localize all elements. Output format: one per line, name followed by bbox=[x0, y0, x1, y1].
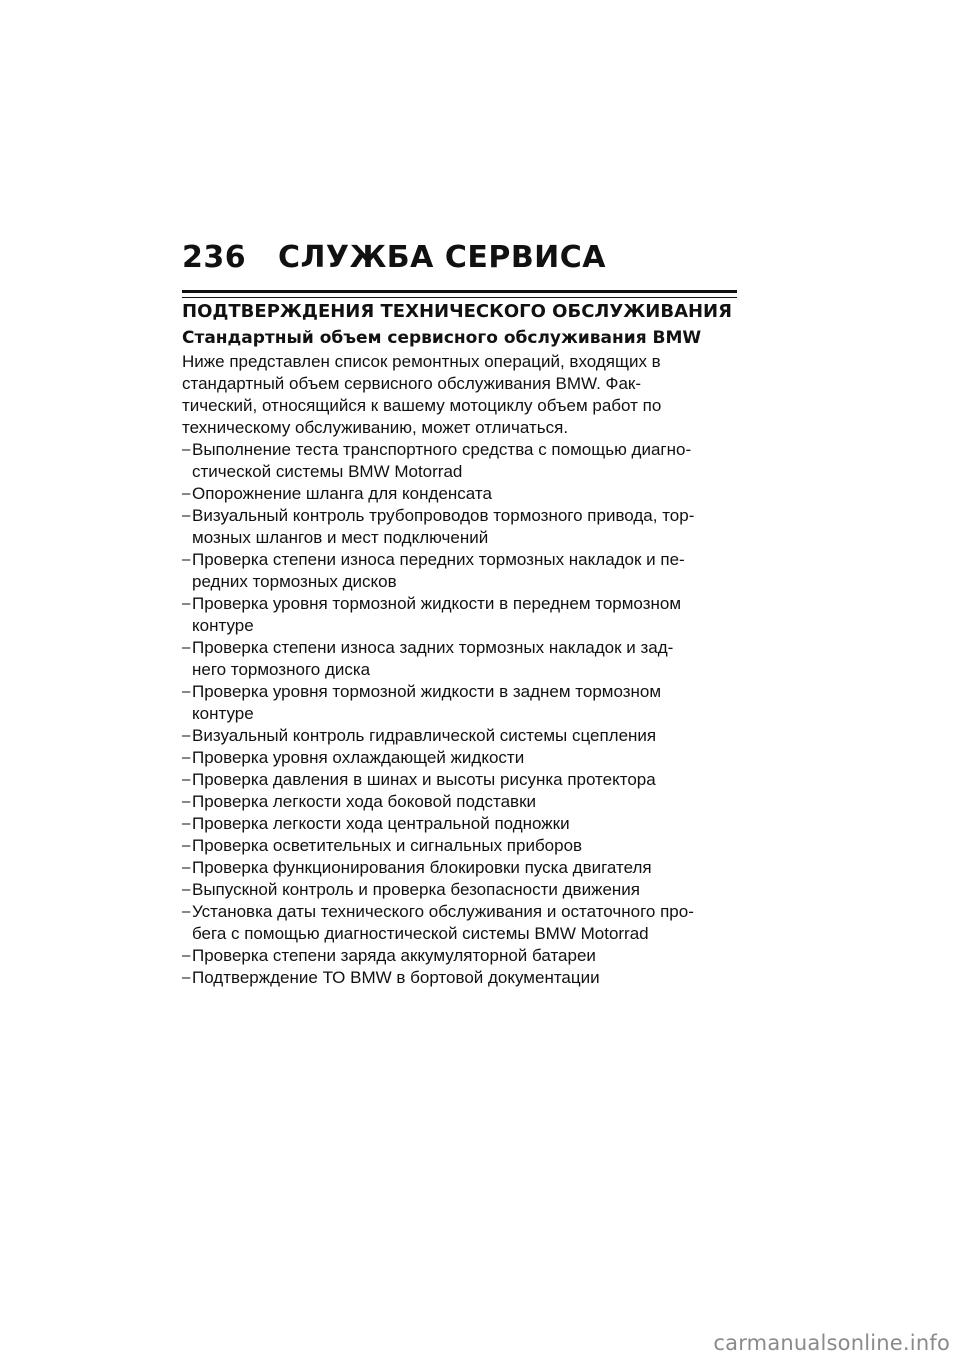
list-item-line: Выполнение теста транспортного средства с помощью диагно- bbox=[192, 440, 692, 459]
list-item-line: мозных шлангов и мест подключений bbox=[192, 528, 489, 547]
list-item bbox=[182, 967, 737, 989]
intro-paragraph bbox=[182, 351, 737, 439]
intro-line: техническому обслуживанию, может отличаться. bbox=[182, 418, 569, 437]
bullet-dash: – bbox=[182, 793, 191, 810]
list-item bbox=[182, 725, 737, 747]
list-item-line: Установка даты технического обслуживания и остаточного про- bbox=[192, 902, 694, 921]
bullet-dash: – bbox=[182, 903, 191, 920]
list-item bbox=[182, 483, 737, 505]
list-item bbox=[182, 549, 737, 593]
subsection-title: Стандартный объем сервисного обслуживания BMW bbox=[182, 328, 702, 348]
list-item bbox=[182, 769, 737, 791]
bullet-dash: – bbox=[182, 859, 191, 876]
list-item-line: стической системы BMW Motorrad bbox=[192, 462, 463, 481]
list-item bbox=[182, 857, 737, 879]
bullet-dash: – bbox=[182, 441, 191, 458]
page-content bbox=[182, 299, 737, 989]
page-header bbox=[182, 240, 737, 275]
list-item bbox=[182, 637, 737, 681]
bullet-dash: – bbox=[182, 639, 191, 656]
service-items-list bbox=[182, 439, 737, 989]
list-item-line: Проверка степени заряда аккумуляторной батареи bbox=[192, 946, 596, 965]
list-item-line: Проверка степени износа задних тормозных накладок и зад- bbox=[192, 638, 674, 657]
list-item bbox=[182, 901, 737, 945]
list-item-line: Визуальный контроль гидравлической системы сцепления bbox=[192, 726, 657, 745]
intro-line: тический, относящийся к вашему мотоциклу объем работ по bbox=[182, 396, 662, 415]
list-item bbox=[182, 813, 737, 835]
bullet-dash: – bbox=[182, 881, 191, 898]
list-item bbox=[182, 835, 737, 857]
list-item-line: Проверка уровня тормозной жидкости в заднем тормозном bbox=[192, 682, 662, 701]
list-item-line: Визуальный контроль трубопроводов тормозного привода, тор- bbox=[192, 506, 695, 525]
bullet-dash: – bbox=[182, 595, 191, 612]
chapter-title: СЛУЖБА СЕРВИСА bbox=[278, 240, 607, 275]
bullet-dash: – bbox=[182, 815, 191, 832]
list-item-line: Опорожнение шланга для конденсата bbox=[192, 484, 492, 503]
header-rule-thin bbox=[182, 297, 737, 298]
header-rule-thick bbox=[182, 290, 737, 293]
bullet-dash: – bbox=[182, 969, 191, 986]
list-item bbox=[182, 791, 737, 813]
list-item-line: Проверка легкости хода боковой подставки bbox=[192, 792, 537, 811]
list-item bbox=[182, 593, 737, 637]
list-item-line: бега с помощью диагностической системы BMW Motorrad bbox=[192, 924, 649, 943]
watermark-logo: carmanualsonline.info bbox=[713, 1331, 950, 1355]
list-item-line: редних тормозных дисков bbox=[192, 572, 397, 591]
list-item-line: Подтверждение ТО BMW в бортовой документации bbox=[192, 968, 600, 987]
intro-line: Ниже представлен список ремонтных операций, входящих в bbox=[182, 352, 661, 371]
intro-line: стандартный объем сервисного обслуживания BMW. Фак- bbox=[182, 374, 642, 393]
bullet-dash: – bbox=[182, 727, 191, 744]
bullet-dash: – bbox=[182, 551, 191, 568]
list-item bbox=[182, 879, 737, 901]
list-item bbox=[182, 747, 737, 769]
list-item bbox=[182, 505, 737, 549]
list-item-line: Проверка функционирования блокировки пуска двигателя bbox=[192, 858, 652, 877]
list-item-line: Проверка легкости хода центральной подножки bbox=[192, 814, 570, 833]
bullet-dash: – bbox=[182, 507, 191, 524]
list-item-line: него тормозного диска bbox=[192, 660, 371, 679]
section-title: ПОДТВЕРЖДЕНИЯ ТЕХНИЧЕСКОГО ОБСЛУЖИВАНИЯ bbox=[182, 301, 732, 322]
list-item-line: Проверка давления в шинах и высоты рисунка протектора bbox=[192, 770, 656, 789]
list-item bbox=[182, 681, 737, 725]
bullet-dash: – bbox=[182, 837, 191, 854]
list-item-line: Проверка степени износа передних тормозных накладок и пе- bbox=[192, 550, 685, 569]
list-item-line: Проверка уровня охлаждающей жидкости bbox=[192, 748, 525, 767]
list-item bbox=[182, 439, 737, 483]
list-item bbox=[182, 945, 737, 967]
list-item-line: Выпускной контроль и проверка безопасности движения bbox=[192, 880, 640, 899]
list-item-line: Проверка уровня тормозной жидкости в переднем тормозном bbox=[192, 594, 682, 613]
bullet-dash: – bbox=[182, 749, 191, 766]
page-number: 236 bbox=[182, 240, 247, 275]
bullet-dash: – bbox=[182, 947, 191, 964]
bullet-dash: – bbox=[182, 485, 191, 502]
list-item-line: контуре bbox=[192, 616, 254, 635]
list-item-line: Проверка осветительных и сигнальных приборов bbox=[192, 836, 583, 855]
bullet-dash: – bbox=[182, 683, 191, 700]
list-item-line: контуре bbox=[192, 704, 254, 723]
bullet-dash: – bbox=[182, 771, 191, 788]
